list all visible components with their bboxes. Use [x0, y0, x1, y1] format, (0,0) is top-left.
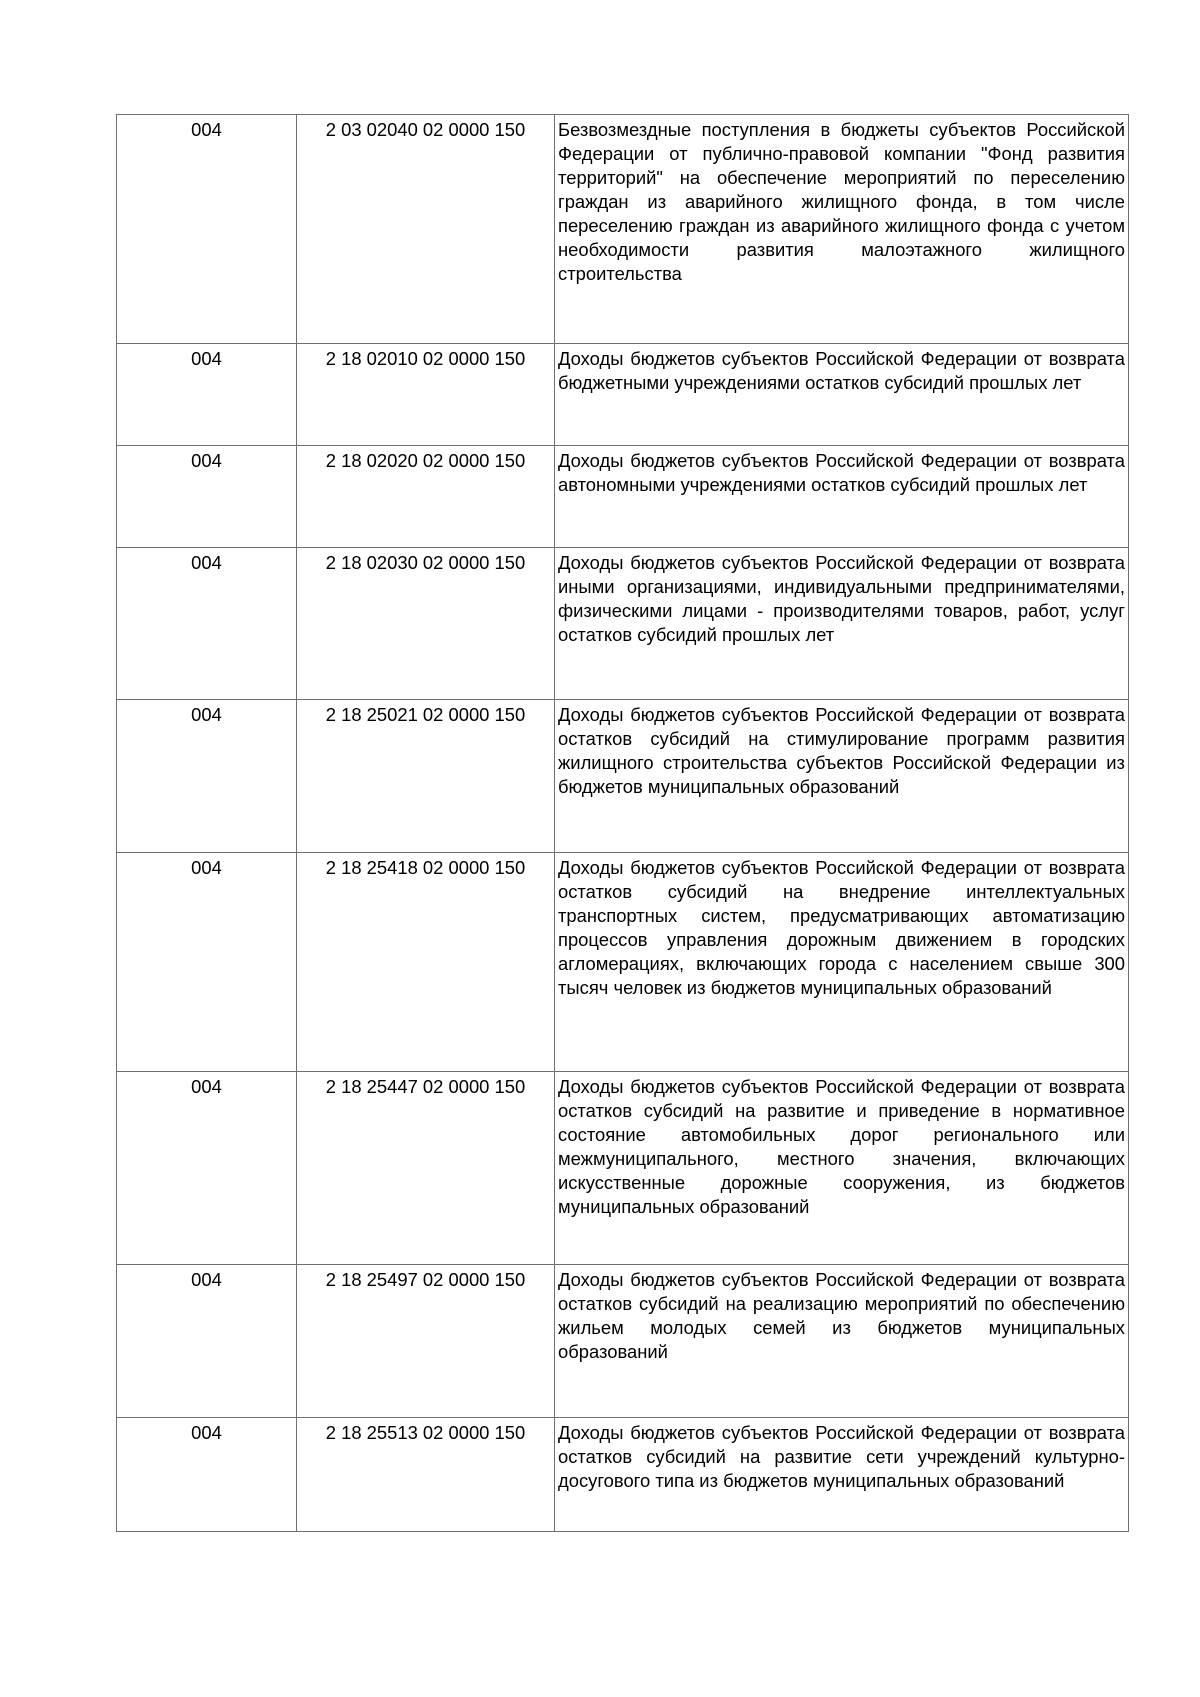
admin-code-cell: 004 [117, 1265, 297, 1418]
revenue-name-cell: Доходы бюджетов субъектов Российской Федерации от возврата автономными учреждениями остатков субсидий прошлых лет [555, 446, 1129, 548]
revenue-name-cell: Безвозмездные поступления в бюджеты субъектов Российской Федерации от публично-правовой компании "Фонд развития территорий" на обеспечение мероприятий по переселению граждан из аварийного жилищного фонда, в том числе переселению граждан из аварийного жилищного фонда с учетом необходимости развития малоэтажного жилищного строительства [555, 115, 1129, 344]
budget-code-cell: 2 18 25418 02 0000 150 [297, 853, 555, 1072]
budget-code-cell: 2 18 25513 02 0000 150 [297, 1418, 555, 1532]
admin-code-cell: 004 [117, 700, 297, 853]
admin-code-cell: 004 [117, 446, 297, 548]
admin-code-cell: 004 [117, 1072, 297, 1265]
revenue-codes-table [116, 114, 1129, 1532]
revenue-name-cell: Доходы бюджетов субъектов Российской Федерации от возврата остатков субсидий на развитие и приведение в нормативное состояние автомобильных дорог регионального или межмуниципального, местного значения, включающих искусственные дорожные сооружения, из бюджетов муниципальных образований [555, 1072, 1129, 1265]
revenue-name-cell: Доходы бюджетов субъектов Российской Федерации от возврата остатков субсидий на реализацию мероприятий по обеспечению жильем молодых семей из бюджетов муниципальных образований [555, 1265, 1129, 1418]
admin-code-cell: 004 [117, 115, 297, 344]
revenue-name-cell: Доходы бюджетов субъектов Российской Федерации от возврата иными организациями, индивидуальными предпринимателями, физическими лицами - производителями товаров, работ, услуг остатков субсидий прошлых лет [555, 548, 1129, 700]
admin-code-cell: 004 [117, 548, 297, 700]
admin-code-cell: 004 [117, 853, 297, 1072]
table-row [117, 1418, 1129, 1532]
table-row [117, 115, 1129, 344]
table-row [117, 446, 1129, 548]
revenue-name-cell: Доходы бюджетов субъектов Российской Федерации от возврата остатков субсидий на развитие сети учреждений культурно-досугового типа из бюджетов муниципальных образований [555, 1418, 1129, 1532]
revenue-name-cell: Доходы бюджетов субъектов Российской Федерации от возврата остатков субсидий на внедрение интеллектуальных транспортных систем, предусматривающих автоматизацию процессов управления дорожным движением в городских агломерациях, включающих города с населением свыше 300 тысяч человек из бюджетов муниципальных образований [555, 853, 1129, 1072]
budget-code-cell: 2 18 25447 02 0000 150 [297, 1072, 555, 1265]
table-row [117, 548, 1129, 700]
table-row [117, 1265, 1129, 1418]
table-row [117, 700, 1129, 853]
table-row [117, 853, 1129, 1072]
budget-code-cell: 2 18 02010 02 0000 150 [297, 344, 555, 446]
budget-code-cell: 2 18 02030 02 0000 150 [297, 548, 555, 700]
admin-code-cell: 004 [117, 344, 297, 446]
budget-code-cell: 2 18 25497 02 0000 150 [297, 1265, 555, 1418]
table-row [117, 1072, 1129, 1265]
admin-code-cell: 004 [117, 1418, 297, 1532]
budget-code-cell: 2 03 02040 02 0000 150 [297, 115, 555, 344]
revenue-name-cell: Доходы бюджетов субъектов Российской Федерации от возврата бюджетными учреждениями остатков субсидий прошлых лет [555, 344, 1129, 446]
revenue-name-cell: Доходы бюджетов субъектов Российской Федерации от возврата остатков субсидий на стимулирование программ развития жилищного строительства субъектов Российской Федерации из бюджетов муниципальных образований [555, 700, 1129, 853]
table-row [117, 344, 1129, 446]
budget-code-cell: 2 18 25021 02 0000 150 [297, 700, 555, 853]
budget-code-cell: 2 18 02020 02 0000 150 [297, 446, 555, 548]
